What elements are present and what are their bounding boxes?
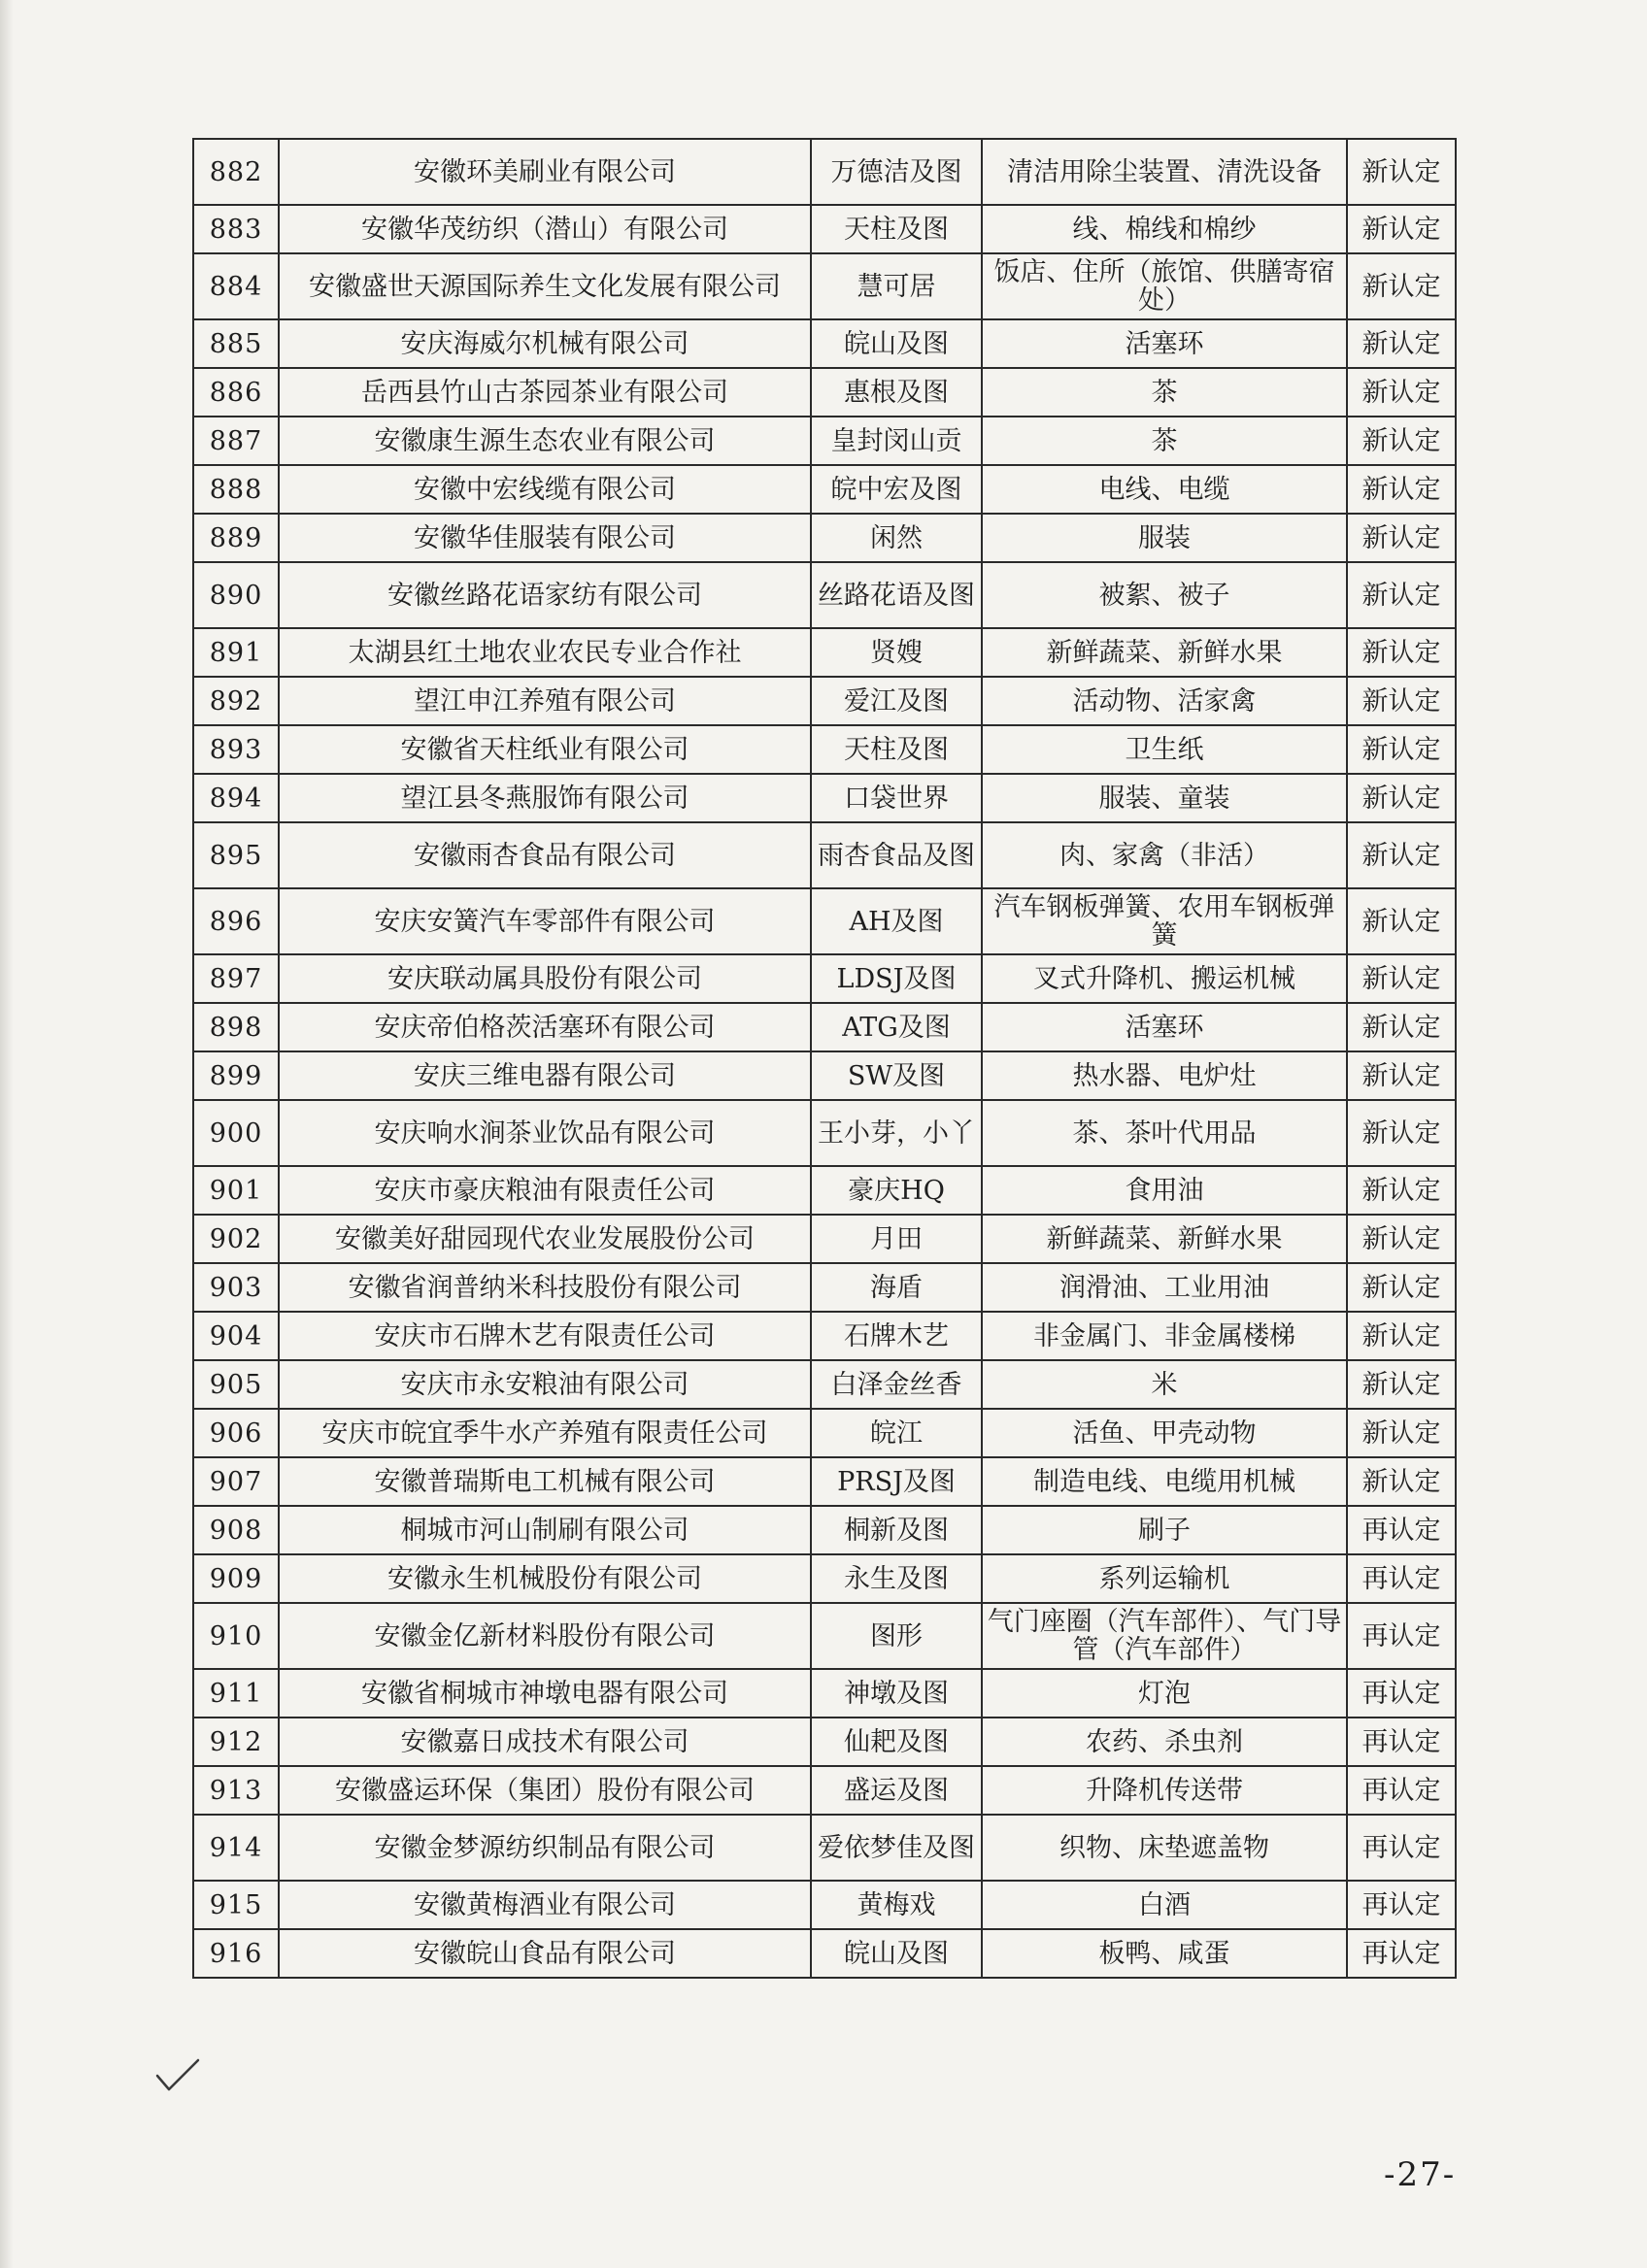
company-name: 太湖县红土地农业农民专业合作社 [279, 628, 811, 677]
table-row [193, 628, 1456, 677]
status: 新认定 [1347, 1166, 1456, 1215]
table-row [193, 1506, 1456, 1554]
goods-services: 饭店、住所（旅馆、供膳寄宿处） [982, 253, 1347, 319]
goods-services: 非金属门、非金属楼梯 [982, 1312, 1347, 1360]
trademark: 丝路花语及图 [811, 562, 982, 628]
row-number: 913 [193, 1766, 279, 1815]
row-number: 900 [193, 1100, 279, 1166]
status: 新认定 [1347, 774, 1456, 822]
row-number: 889 [193, 514, 279, 562]
row-number: 898 [193, 1003, 279, 1051]
company-name: 安庆市豪庆粮油有限责任公司 [279, 1166, 811, 1215]
company-name: 安徽环美刷业有限公司 [279, 139, 811, 205]
trademark: 天柱及图 [811, 725, 982, 774]
company-name: 安庆海威尔机械有限公司 [279, 319, 811, 368]
table-row [193, 1166, 1456, 1215]
table-row [193, 1409, 1456, 1457]
status: 新认定 [1347, 417, 1456, 465]
goods-services: 刷子 [982, 1506, 1347, 1554]
status: 新认定 [1347, 1051, 1456, 1100]
table-row [193, 677, 1456, 725]
status: 新认定 [1347, 888, 1456, 954]
table-row [193, 1669, 1456, 1718]
goods-services: 升降机传送带 [982, 1766, 1347, 1815]
company-name: 安庆市石牌木艺有限责任公司 [279, 1312, 811, 1360]
row-number: 908 [193, 1506, 279, 1554]
company-name: 岳西县竹山古茶园茶业有限公司 [279, 368, 811, 417]
goods-services: 卫生纸 [982, 725, 1347, 774]
trademark: PRSJ及图 [811, 1457, 982, 1506]
status: 新认定 [1347, 628, 1456, 677]
status: 新认定 [1347, 1215, 1456, 1263]
company-name: 桐城市河山制刷有限公司 [279, 1506, 811, 1554]
status: 新认定 [1347, 562, 1456, 628]
scan-edge-shadow [0, 0, 14, 2268]
trademark: 白泽金丝香 [811, 1360, 982, 1409]
table-body [193, 139, 1456, 1978]
goods-services: 热水器、电炉灶 [982, 1051, 1347, 1100]
trademark: 皖中宏及图 [811, 465, 982, 514]
goods-services: 气门座圈（汽车部件）、气门导管（汽车部件） [982, 1603, 1347, 1669]
goods-services: 活塞环 [982, 1003, 1347, 1051]
trademark: 神墩及图 [811, 1669, 982, 1718]
goods-services: 服装 [982, 514, 1347, 562]
row-number: 907 [193, 1457, 279, 1506]
status: 再认定 [1347, 1929, 1456, 1978]
status: 新认定 [1347, 1360, 1456, 1409]
company-name: 安徽华茂纺织（潜山）有限公司 [279, 205, 811, 253]
row-number: 912 [193, 1718, 279, 1766]
goods-services: 服装、童装 [982, 774, 1347, 822]
status: 新认定 [1347, 725, 1456, 774]
goods-services: 被絮、被子 [982, 562, 1347, 628]
company-name: 安庆帝伯格茨活塞环有限公司 [279, 1003, 811, 1051]
goods-services: 系列运输机 [982, 1554, 1347, 1603]
row-number: 887 [193, 417, 279, 465]
table-row [193, 725, 1456, 774]
goods-services: 灯泡 [982, 1669, 1347, 1718]
table-row [193, 1051, 1456, 1100]
table-row [193, 562, 1456, 628]
table-row [193, 1263, 1456, 1312]
status: 新认定 [1347, 139, 1456, 205]
row-number: 890 [193, 562, 279, 628]
goods-services: 农药、杀虫剂 [982, 1718, 1347, 1766]
table-row [193, 774, 1456, 822]
table-row [193, 319, 1456, 368]
company-name: 安徽皖山食品有限公司 [279, 1929, 811, 1978]
trademark: 皖山及图 [811, 1929, 982, 1978]
company-name: 安庆响水涧茶业饮品有限公司 [279, 1100, 811, 1166]
row-number: 914 [193, 1815, 279, 1881]
company-name: 安庆市永安粮油有限公司 [279, 1360, 811, 1409]
table-row [193, 514, 1456, 562]
goods-services: 制造电线、电缆用机械 [982, 1457, 1347, 1506]
goods-services: 新鲜蔬菜、新鲜水果 [982, 628, 1347, 677]
trademark: ATG及图 [811, 1003, 982, 1051]
goods-services: 织物、床垫遮盖物 [982, 1815, 1347, 1881]
trademark: 黄梅戏 [811, 1881, 982, 1929]
company-name: 安徽省天柱纸业有限公司 [279, 725, 811, 774]
goods-services: 汽车钢板弹簧、农用车钢板弹簧 [982, 888, 1347, 954]
company-name: 安徽美好甜园现代农业发展股份公司 [279, 1215, 811, 1263]
trademark: 桐新及图 [811, 1506, 982, 1554]
goods-services: 茶、茶叶代用品 [982, 1100, 1347, 1166]
status: 新认定 [1347, 205, 1456, 253]
trademark: AH及图 [811, 888, 982, 954]
status: 新认定 [1347, 1003, 1456, 1051]
company-name: 安徽省桐城市神墩电器有限公司 [279, 1669, 811, 1718]
row-number: 894 [193, 774, 279, 822]
goods-services: 线、棉线和棉纱 [982, 205, 1347, 253]
table-row [193, 465, 1456, 514]
status: 新认定 [1347, 514, 1456, 562]
table-row [193, 205, 1456, 253]
company-name: 安徽盛世天源国际养生文化发展有限公司 [279, 253, 811, 319]
company-name: 安徽黄梅酒业有限公司 [279, 1881, 811, 1929]
row-number: 916 [193, 1929, 279, 1978]
trademark: 海盾 [811, 1263, 982, 1312]
goods-services: 润滑油、工业用油 [982, 1263, 1347, 1312]
table-row [193, 822, 1456, 888]
trademark: 万德洁及图 [811, 139, 982, 205]
status: 再认定 [1347, 1718, 1456, 1766]
table-row [193, 1929, 1456, 1978]
trademark: 豪庆HQ [811, 1166, 982, 1215]
table-row [193, 1100, 1456, 1166]
company-name: 安徽嘉日成技术有限公司 [279, 1718, 811, 1766]
company-name: 安徽康生源生态农业有限公司 [279, 417, 811, 465]
trademark: 王小芽，小丫 [811, 1100, 982, 1166]
table-row [193, 1360, 1456, 1409]
trademark: 石牌木艺 [811, 1312, 982, 1360]
status: 新认定 [1347, 253, 1456, 319]
row-number: 910 [193, 1603, 279, 1669]
row-number: 888 [193, 465, 279, 514]
table-row [193, 1815, 1456, 1881]
row-number: 904 [193, 1312, 279, 1360]
table-row [193, 1603, 1456, 1669]
row-number: 885 [193, 319, 279, 368]
goods-services: 活动物、活家禽 [982, 677, 1347, 725]
status: 再认定 [1347, 1669, 1456, 1718]
status: 新认定 [1347, 1312, 1456, 1360]
company-name: 安徽盛运环保（集团）股份有限公司 [279, 1766, 811, 1815]
status: 新认定 [1347, 677, 1456, 725]
trademark: 图形 [811, 1603, 982, 1669]
row-number: 882 [193, 139, 279, 205]
table-row [193, 1766, 1456, 1815]
trademark: LDSJ及图 [811, 954, 982, 1003]
row-number: 884 [193, 253, 279, 319]
company-name: 安徽金亿新材料股份有限公司 [279, 1603, 811, 1669]
trademark: 盛运及图 [811, 1766, 982, 1815]
trademark: 仙耙及图 [811, 1718, 982, 1766]
table-row [193, 368, 1456, 417]
status: 再认定 [1347, 1506, 1456, 1554]
status: 新认定 [1347, 1263, 1456, 1312]
table-row [193, 1718, 1456, 1766]
company-name: 安徽丝路花语家纺有限公司 [279, 562, 811, 628]
row-number: 886 [193, 368, 279, 417]
company-name: 安徽雨杏食品有限公司 [279, 822, 811, 888]
row-number: 911 [193, 1669, 279, 1718]
status: 新认定 [1347, 954, 1456, 1003]
status: 新认定 [1347, 822, 1456, 888]
row-number: 883 [193, 205, 279, 253]
row-number: 893 [193, 725, 279, 774]
row-number: 903 [193, 1263, 279, 1312]
trademark: 天柱及图 [811, 205, 982, 253]
company-name: 安庆市皖宜季牛水产养殖有限责任公司 [279, 1409, 811, 1457]
trademark-table [192, 138, 1457, 1979]
table-row [193, 417, 1456, 465]
status: 再认定 [1347, 1603, 1456, 1669]
goods-services: 电线、电缆 [982, 465, 1347, 514]
goods-services: 米 [982, 1360, 1347, 1409]
page-number: -27- [1384, 2155, 1457, 2194]
goods-services: 叉式升降机、搬运机械 [982, 954, 1347, 1003]
trademark: 雨杏食品及图 [811, 822, 982, 888]
goods-services: 茶 [982, 368, 1347, 417]
company-name: 望江县冬燕服饰有限公司 [279, 774, 811, 822]
company-name: 安徽省润普纳米科技股份有限公司 [279, 1263, 811, 1312]
status: 新认定 [1347, 1100, 1456, 1166]
row-number: 915 [193, 1881, 279, 1929]
company-name: 安徽永生机械股份有限公司 [279, 1554, 811, 1603]
table-row [193, 1312, 1456, 1360]
goods-services: 白酒 [982, 1881, 1347, 1929]
table-row [193, 1881, 1456, 1929]
goods-services: 板鸭、咸蛋 [982, 1929, 1347, 1978]
company-name: 安徽华佳服装有限公司 [279, 514, 811, 562]
goods-services: 肉、家禽（非活） [982, 822, 1347, 888]
table-row [193, 954, 1456, 1003]
row-number: 901 [193, 1166, 279, 1215]
trademark: 皖山及图 [811, 319, 982, 368]
trademark: 贤嫂 [811, 628, 982, 677]
table-row [193, 1003, 1456, 1051]
company-name: 安庆安簧汽车零部件有限公司 [279, 888, 811, 954]
company-name: 安徽金梦源纺织制品有限公司 [279, 1815, 811, 1881]
status: 新认定 [1347, 319, 1456, 368]
trademark: 闲然 [811, 514, 982, 562]
trademark: 皖江 [811, 1409, 982, 1457]
company-name: 安庆联动属具股份有限公司 [279, 954, 811, 1003]
handwritten-check-mark-icon [153, 2056, 202, 2095]
status: 新认定 [1347, 465, 1456, 514]
trademark: 爱依梦佳及图 [811, 1815, 982, 1881]
goods-services: 清洁用除尘装置、清洗设备 [982, 139, 1347, 205]
company-name: 望江申江养殖有限公司 [279, 677, 811, 725]
row-number: 896 [193, 888, 279, 954]
status: 新认定 [1347, 1409, 1456, 1457]
trademark: SW及图 [811, 1051, 982, 1100]
row-number: 897 [193, 954, 279, 1003]
table-row [193, 1457, 1456, 1506]
status: 新认定 [1347, 1457, 1456, 1506]
company-name: 安徽普瑞斯电工机械有限公司 [279, 1457, 811, 1506]
trademark: 皇封闵山贡 [811, 417, 982, 465]
row-number: 891 [193, 628, 279, 677]
status: 再认定 [1347, 1766, 1456, 1815]
table-row [193, 1215, 1456, 1263]
status: 再认定 [1347, 1554, 1456, 1603]
row-number: 899 [193, 1051, 279, 1100]
row-number: 906 [193, 1409, 279, 1457]
goods-services: 活塞环 [982, 319, 1347, 368]
trademark: 月田 [811, 1215, 982, 1263]
trademark: 惠根及图 [811, 368, 982, 417]
status: 新认定 [1347, 368, 1456, 417]
row-number: 902 [193, 1215, 279, 1263]
table-row [193, 139, 1456, 205]
row-number: 895 [193, 822, 279, 888]
status: 再认定 [1347, 1881, 1456, 1929]
goods-services: 茶 [982, 417, 1347, 465]
table-row [193, 888, 1456, 954]
row-number: 905 [193, 1360, 279, 1409]
table-row [193, 253, 1456, 319]
trademark: 永生及图 [811, 1554, 982, 1603]
goods-services: 新鲜蔬菜、新鲜水果 [982, 1215, 1347, 1263]
company-name: 安庆三维电器有限公司 [279, 1051, 811, 1100]
goods-services: 食用油 [982, 1166, 1347, 1215]
trademark: 慧可居 [811, 253, 982, 319]
status: 再认定 [1347, 1815, 1456, 1881]
company-name: 安徽中宏线缆有限公司 [279, 465, 811, 514]
trademark: 口袋世界 [811, 774, 982, 822]
goods-services: 活鱼、甲壳动物 [982, 1409, 1347, 1457]
row-number: 892 [193, 677, 279, 725]
row-number: 909 [193, 1554, 279, 1603]
table-row [193, 1554, 1456, 1603]
trademark: 爱江及图 [811, 677, 982, 725]
